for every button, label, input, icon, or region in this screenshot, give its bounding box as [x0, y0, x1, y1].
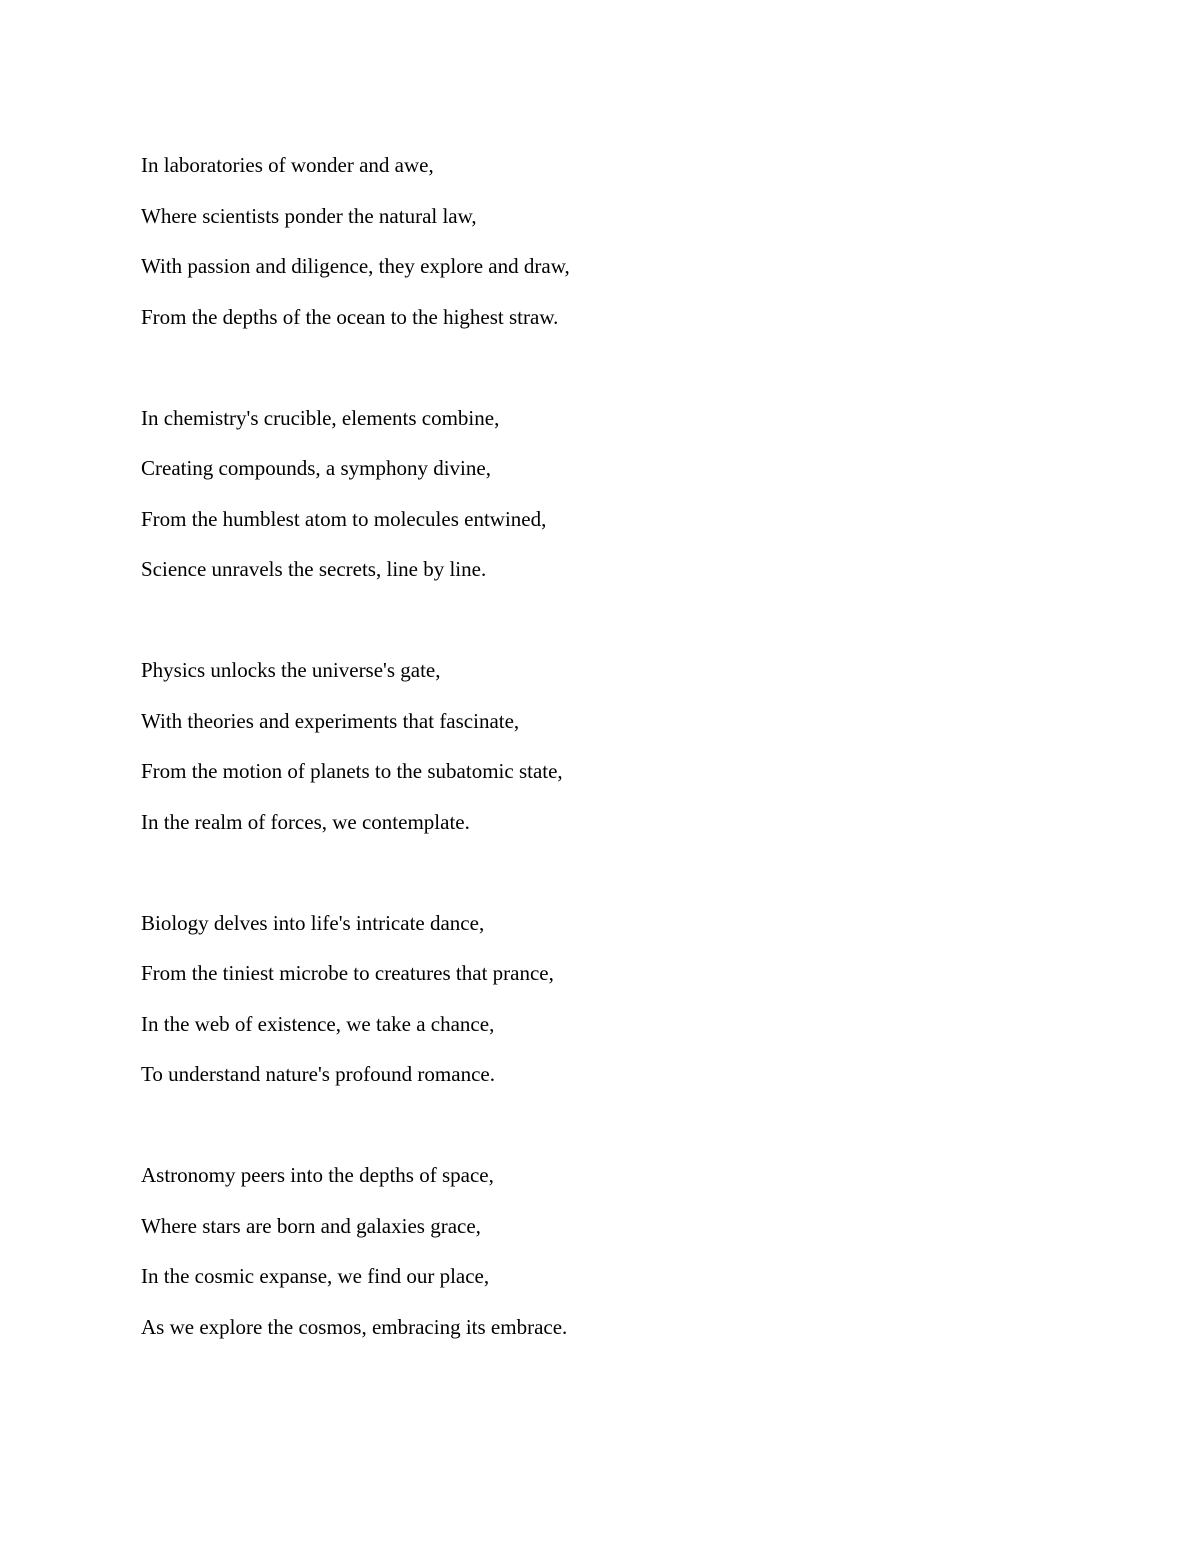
- poem-line: In the realm of forces, we contemplate.: [141, 809, 470, 834]
- poem-line: From the tiniest microbe to creatures that prance,: [141, 961, 554, 985]
- poem-line: In the cosmic expanse, we find our place,: [141, 1264, 490, 1288]
- poem-line: From the motion of planets to the subatomic state,: [141, 759, 563, 783]
- poem-line: Biology delves into life's intricate dance,: [141, 910, 485, 935]
- poem-line: To understand nature's profound romance.: [141, 1062, 495, 1086]
- poem-line: With theories and experiments that fascinate,: [141, 708, 520, 733]
- stanza-5: [141, 1150, 1041, 1352]
- poem-line: With passion and diligence, they explore and draw,: [141, 254, 570, 278]
- stanza-2: [141, 393, 1041, 595]
- poem-line: From the depths of the ocean to the highest straw.: [141, 304, 559, 329]
- poem-line: Creating compounds, a symphony divine,: [141, 456, 491, 480]
- poem-line: Where scientists ponder the natural law,: [141, 203, 477, 228]
- poem-line: In the web of existence, we take a chance,: [141, 1011, 495, 1036]
- poem-body: [141, 140, 1041, 1352]
- stanza-1: [141, 140, 1041, 342]
- poem-line: Science unravels the secrets, line by line.: [141, 557, 487, 581]
- poem-line: As we explore the cosmos, embracing its embrace.: [141, 1314, 568, 1339]
- stanza-4: [141, 898, 1041, 1100]
- poem-line: In laboratories of wonder and awe,: [141, 153, 434, 177]
- stanza-3: [141, 645, 1041, 847]
- poem-line: From the humblest atom to molecules entwined,: [141, 506, 547, 531]
- poem-line: Physics unlocks the universe's gate,: [141, 658, 441, 682]
- poem-line: In chemistry's crucible, elements combine,: [141, 405, 500, 430]
- poem-line: Where stars are born and galaxies grace,: [141, 1213, 481, 1238]
- poem-line: Astronomy peers into the depths of space,: [141, 1163, 494, 1187]
